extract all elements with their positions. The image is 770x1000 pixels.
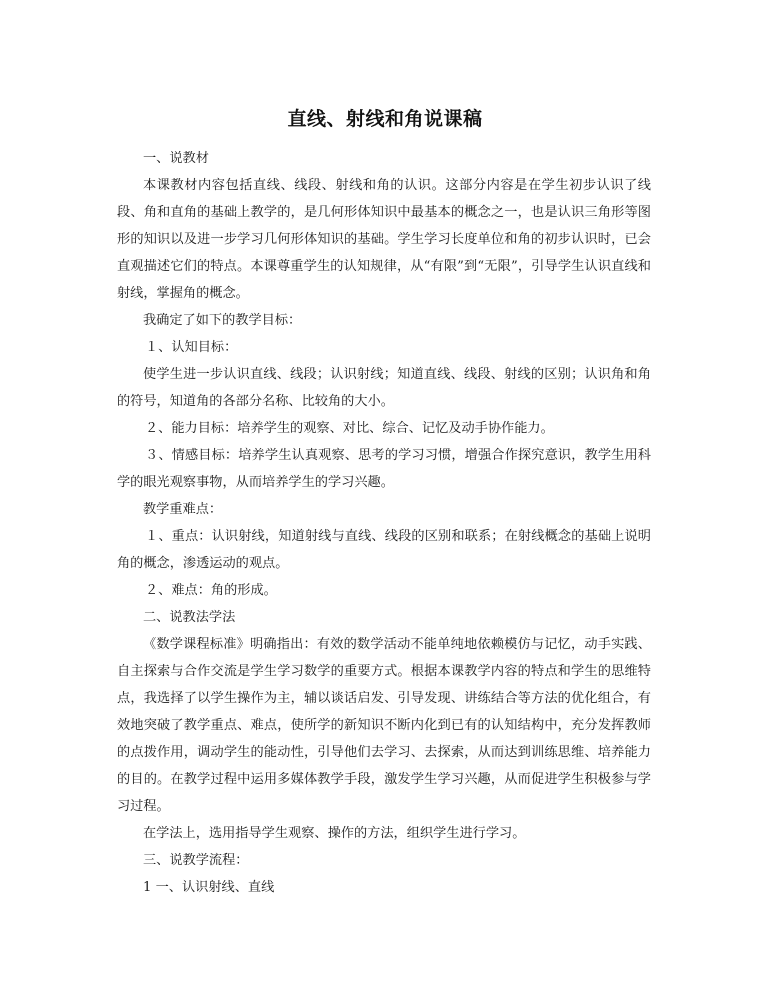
- paragraph-goals-intro: 我确定了如下的教学目标：: [143, 313, 302, 328]
- goal-emotion: ３、情感目标：培养学生认真观察、思考的学习习惯，增强合作探究意识，教学生用科学的眼光观察事物，从而培养学生的学习兴趣。: [117, 448, 651, 490]
- section-heading-3: 三、说教学流程：: [143, 853, 249, 868]
- section-heading-1: 一、说教材: [143, 151, 209, 166]
- key-points-heading: 教学重难点：: [143, 502, 223, 517]
- section-heading-2: 二、说教法学法: [143, 610, 236, 625]
- goal-cognitive-heading: １、认知目标：: [145, 340, 238, 355]
- paragraph-learning-method: 在学法上，选用指导学生观察、操作的方法，组织学生进行学习。: [143, 826, 526, 841]
- document-body: [117, 145, 651, 901]
- goal-ability: ２、能力目标：培养学生的观察、对比、综合、记忆及动手协作能力。: [145, 421, 554, 436]
- document-title: 直线、射线和角说课稿: [287, 108, 483, 130]
- difficult-point: ２、难点：角的形成。: [145, 583, 277, 598]
- paragraph-teaching-method: 《数学课程标准》明确指出：有效的数学活动不能单纯地依赖模仿与记忆，动手实践、自主探索与合作交流是学生学习数学的重要方式。根据本课教学内容的特点和学生的思维特点，我选择了以学生操作为主，辅以谈话启发、引导发现、讲练结合等方法的优化组合，有效地突破了教学重点、难点，使所学的新知识不断内化到已有的认知结构中，充分发挥教师的点拨作用，调动学生的能动性，引导他们去学习、去探索，从而达到训练思维、培养能力的目的。在教学过程中运用多媒体教学手段，激发学生学习兴趣，从而促进学生积极参与学习过程。: [117, 637, 651, 814]
- paragraph-goal-cognitive: 使学生进一步认识直线、线段；认识射线；知道直线、线段、射线的区别；认识角和角的符号，知道角的各部分名称、比较角的大小。: [117, 367, 651, 409]
- key-point: １、重点：认识射线，知道射线与直线、线段的区别和联系；在射线概念的基础上说明角的概念，渗透运动的观点。: [117, 529, 651, 571]
- subsection-heading-1: 1 一、认识射线、直线: [143, 880, 275, 895]
- paragraph-textbook: 本课教材内容包括直线、线段、射线和角的认识。这部分内容是在学生初步认识了线段、角和直角的基础上教学的，是几何形体知识中最基本的概念之一，也是认识三角形等图形的知识以及进一步学习几何形体知识的基础。学生学习长度单位和角的初步认识时，已会直观描述它们的特点。本课尊重学生的认知规律，从“有限”到“无限”，引导学生认识直线和射线，掌握角的概念。: [117, 178, 651, 301]
